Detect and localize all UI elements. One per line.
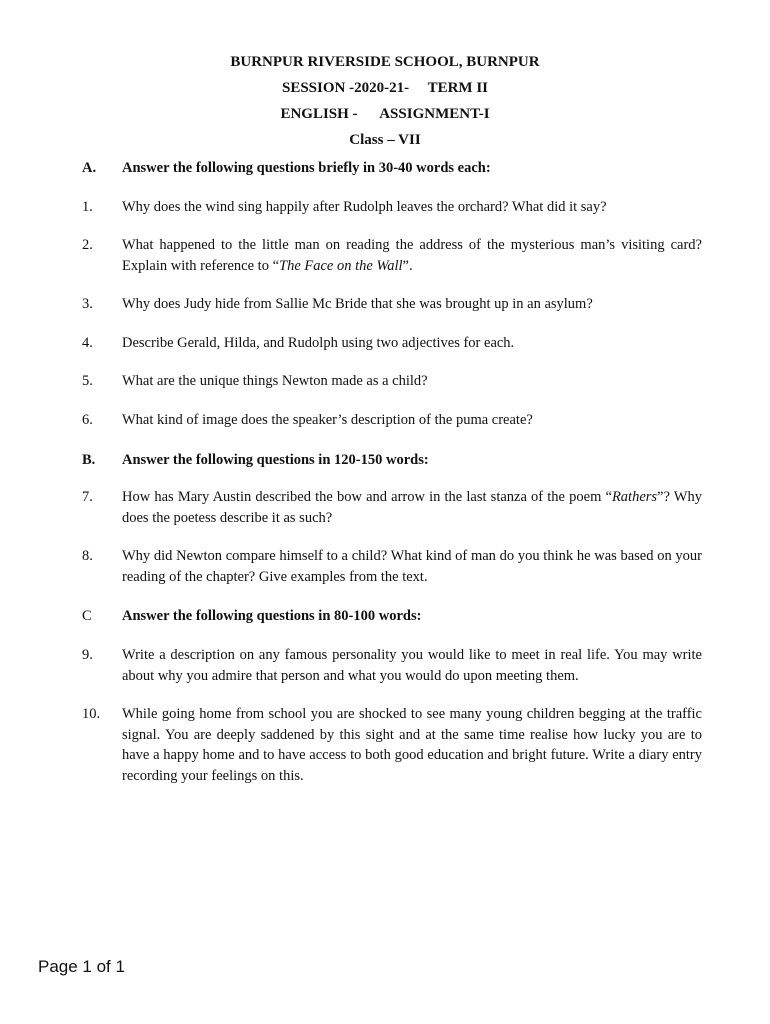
question-text: Why does the wind sing happily after Rudolph leaves the orchard? What did it say? bbox=[122, 199, 607, 215]
poem-title: Rathers bbox=[611, 489, 658, 505]
question-text: Write a description on any famous personality you would like to meet in real life. You may write about why you admire that person and what you would do upon meeting them. bbox=[122, 647, 702, 684]
section-label: B. bbox=[82, 452, 96, 468]
section-label: C bbox=[82, 608, 92, 624]
page-number: Page 1 of 1 bbox=[38, 957, 125, 976]
question-number: 6. bbox=[82, 412, 93, 428]
school-name: BURNPUR RIVERSIDE SCHOOL, BURNPUR bbox=[230, 54, 540, 70]
question-number: 1. bbox=[82, 199, 93, 215]
question-text: What happened to the little man on reading the address of the mysterious man’s visiting card? Explain with reference to “The Face on the Wall”. bbox=[122, 237, 702, 274]
subject-assignment: ENGLISH - ASSIGNMENT-I bbox=[280, 106, 490, 122]
question-number: 4. bbox=[82, 335, 93, 351]
question-text: While going home from school you are shocked to see many young children begging at the traffic signal. You are deeply saddened by this sight and at the same time realise how lucky you are to have a happy home and to have access to both good education and bright future. Write a diary entry recording your feelings on this. bbox=[122, 706, 702, 784]
section-instructions: Answer the following questions in 80-100 words: bbox=[122, 608, 422, 624]
question-number: 2. bbox=[82, 237, 93, 253]
question-number: 9. bbox=[82, 647, 93, 663]
section-instructions: Answer the following questions briefly in 30-40 words each: bbox=[122, 160, 491, 176]
question-number: 8. bbox=[82, 548, 93, 564]
question-text: Why does Judy hide from Sallie Mc Bride that she was brought up in an asylum? bbox=[122, 296, 593, 312]
question-number: 5. bbox=[82, 373, 93, 389]
question-number: 3. bbox=[82, 296, 93, 312]
question-number: 7. bbox=[82, 489, 93, 505]
section-label: A. bbox=[82, 160, 97, 176]
section-instructions: Answer the following questions in 120-150 words: bbox=[122, 452, 429, 468]
session-term: SESSION -2020-21- TERM II bbox=[281, 80, 488, 96]
question-number: 10. bbox=[82, 706, 101, 722]
question-text: What are the unique things Newton made as a child? bbox=[122, 373, 428, 389]
question-text: How has Mary Austin described the bow and arrow in the last stanza of the poem “Rathers”? Why does the poetess describe it as such? bbox=[122, 489, 702, 526]
class-label: Class – VII bbox=[349, 132, 421, 148]
question-text: Why did Newton compare himself to a child? What kind of man do you think he was based on your reading of the chapter? Give examples from the text. bbox=[122, 548, 702, 585]
story-title: The Face on the Wall bbox=[279, 257, 403, 274]
question-text: Describe Gerald, Hilda, and Rudolph using two adjectives for each. bbox=[122, 335, 515, 351]
question-text: What kind of image does the speaker’s description of the puma create? bbox=[122, 412, 533, 428]
